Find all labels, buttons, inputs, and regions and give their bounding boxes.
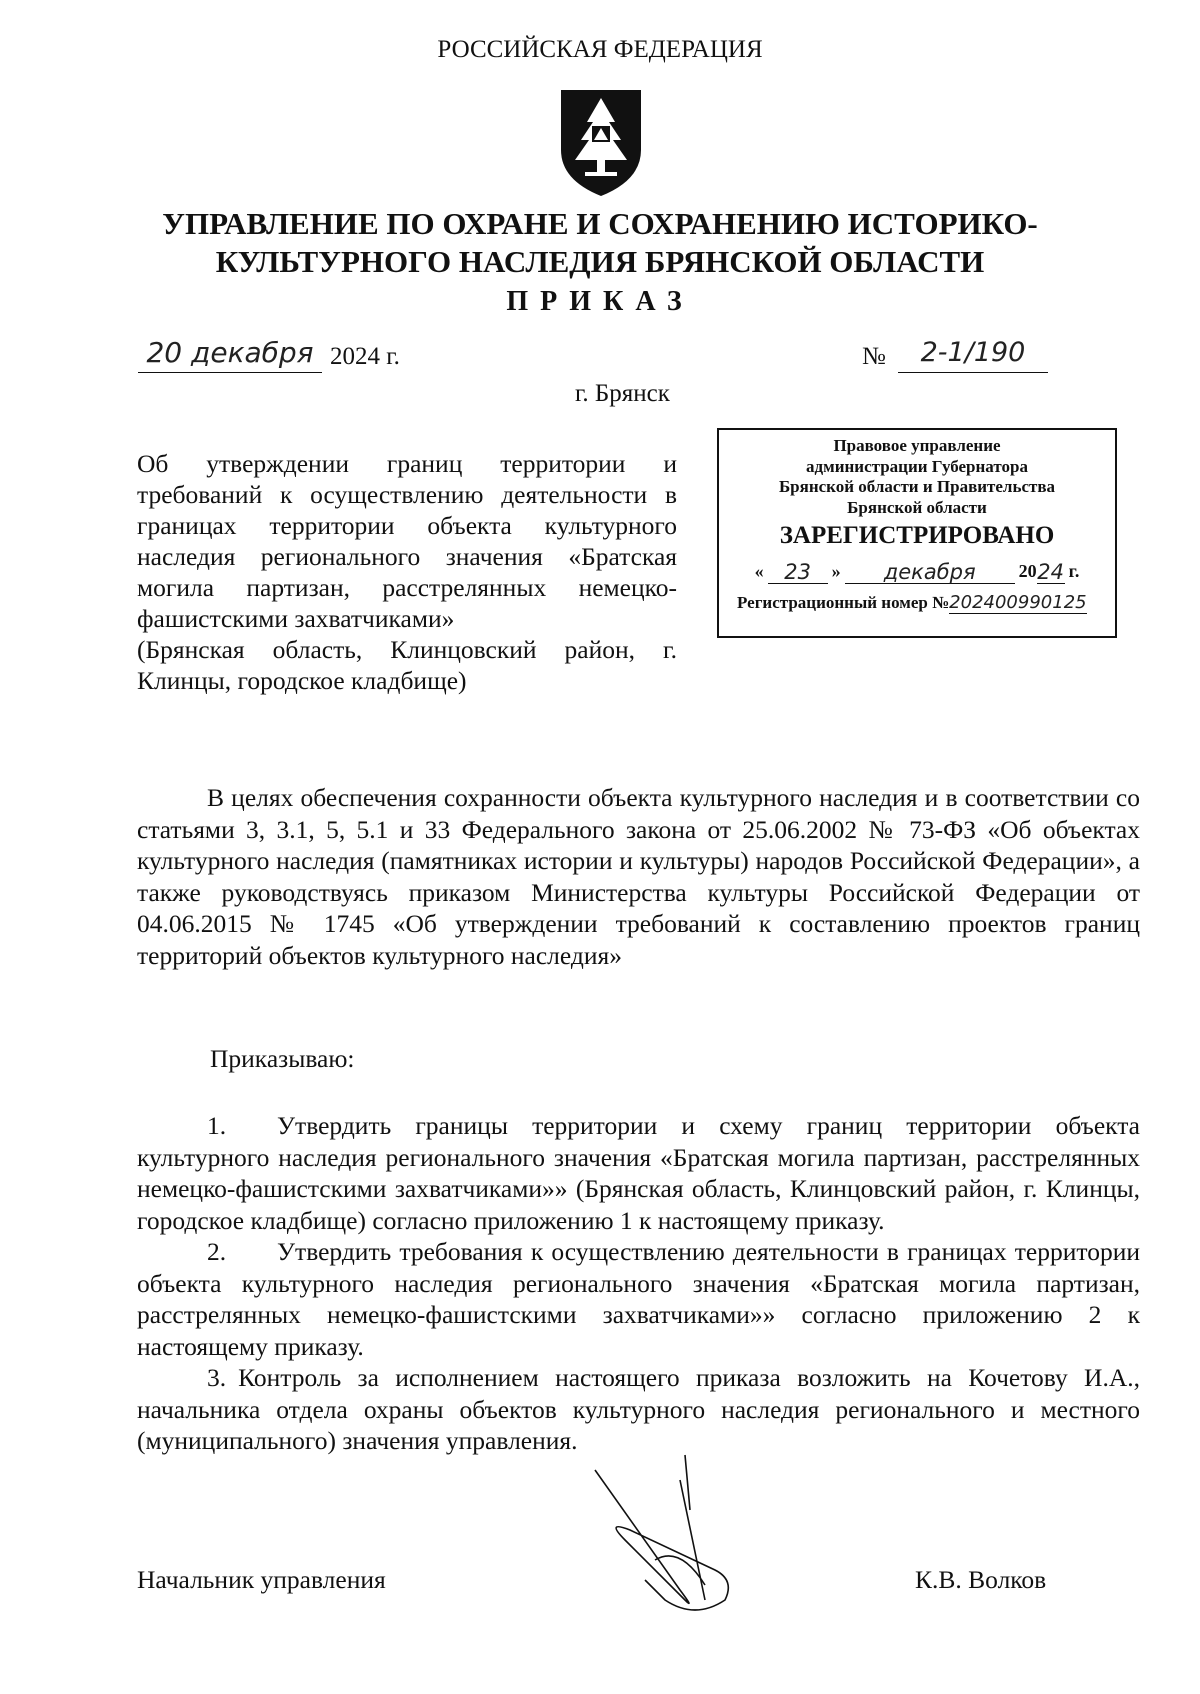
- order-item-number: 2.: [207, 1237, 227, 1266]
- stamp-day: 23: [768, 561, 828, 584]
- date-year: 2024 г.: [330, 343, 400, 370]
- stamp-reg-number: 202400990125: [949, 592, 1087, 613]
- order-item: [137, 1362, 1140, 1457]
- stamp-title: ЗАРЕГИСТРИРОВАНО: [779, 522, 1055, 549]
- preamble-text: В целях обеспечения сохранности объекта культурного наследия и в соответствии со статьями 3, 3.1, 5, 5.1 и 33 Федерального закона от 25.06.2002 № 73-ФЗ «Об объектах культурного наследия (памятниках истории и культуры) народов Российской Федерации», а также руководствуясь приказом Министерства культуры Российской Федерации от 04.06.2015 № 1745 «Об утверждении требований к составлению проектов границ территорий объектов культурного наследия»: [137, 783, 1140, 970]
- stamp-year-unit: г.: [1068, 561, 1080, 581]
- order-item: [137, 1236, 1140, 1362]
- stamp-year-suffix: 24: [1037, 560, 1065, 584]
- bryansk-coat-of-arms-icon: [557, 88, 645, 198]
- order-word: Приказываю:: [210, 1044, 355, 1073]
- organization-name: УПРАВЛЕНИЕ ПО ОХРАНЕ И СОХРАНЕНИЮ ИСТОРИКО-КУЛЬТУРНОГО НАСЛЕДИЯ БРЯНСКОЙ ОБЛАСТИ: [162, 206, 1038, 279]
- order-item-text: Контроль за исполнением настоящего приказа возложить на Кочетову И.А., начальника отдела охраны объектов культурного наследия регионального и местного (муниципального) значения управления.: [137, 1363, 1140, 1455]
- document-type: ПРИКАЗ: [506, 286, 694, 317]
- stamp-registration: [719, 592, 1115, 614]
- signatory-title: Начальник управления: [137, 1565, 386, 1594]
- order-items: [137, 1110, 1140, 1457]
- order-item-text: Утвердить границы территории и схему границ территории объекта культурного наследия регионального значения «Братская могила партизан, расстрелянных немецко-фашистскими захватчиками»» (Брянская область, Клинцовский район, г. Клинцы, городское кладбище) согласно приложению 1 к настоящему приказу.: [137, 1111, 1140, 1235]
- registration-stamp: [717, 428, 1117, 638]
- stamp-line-1: Правовое управление: [833, 436, 1001, 455]
- order-item-number: 3.: [207, 1363, 227, 1392]
- order-subject: [137, 448, 677, 696]
- handwritten-signature: [585, 1450, 745, 1620]
- subject-title: Об утверждении границ территории и требований к осуществлению деятельности в границах территории объекта культурного наследия регионального значения «Братская могила партизан, расстрелянных немецко-фашистскими захватчиками»: [137, 449, 677, 633]
- stamp-reg-label: Регистрационный номер №: [737, 593, 950, 612]
- order-item-text: Утвердить требования к осуществлению деятельности в границах территории объекта культурного наследия регионального значения «Братская могила партизан, расстрелянных немецко-фашистскими захватчиками»» согласно приложению 2 к настоящему приказу.: [137, 1237, 1140, 1361]
- stamp-year-prefix: 20: [1018, 561, 1037, 581]
- order-item-number: 1.: [207, 1111, 227, 1140]
- preamble: [137, 782, 1140, 971]
- order-item: [137, 1110, 1140, 1236]
- stamp-month: декабря: [845, 561, 1015, 584]
- stamp-line-2: администрации Губернатора: [806, 456, 1028, 476]
- signatory-name: К.В. Волков: [915, 1565, 1047, 1594]
- subject-location: (Брянская область, Клинцовский район, г. Клинцы, городское кладбище): [137, 635, 677, 695]
- stamp-line-4: Брянской области: [847, 497, 987, 517]
- stamp-line-3: Брянской области и Правительства: [778, 477, 1056, 496]
- handwritten-order-number: 2-1/190: [898, 338, 1048, 373]
- city: г. Брянск: [575, 380, 670, 407]
- number-label: №: [862, 343, 886, 370]
- country-title: РОССИЙСКАЯ ФЕДЕРАЦИЯ: [437, 36, 763, 63]
- stamp-date: « 23 » декабря 20 24 г.: [754, 560, 1080, 584]
- handwritten-date: 20 декабря: [138, 338, 322, 373]
